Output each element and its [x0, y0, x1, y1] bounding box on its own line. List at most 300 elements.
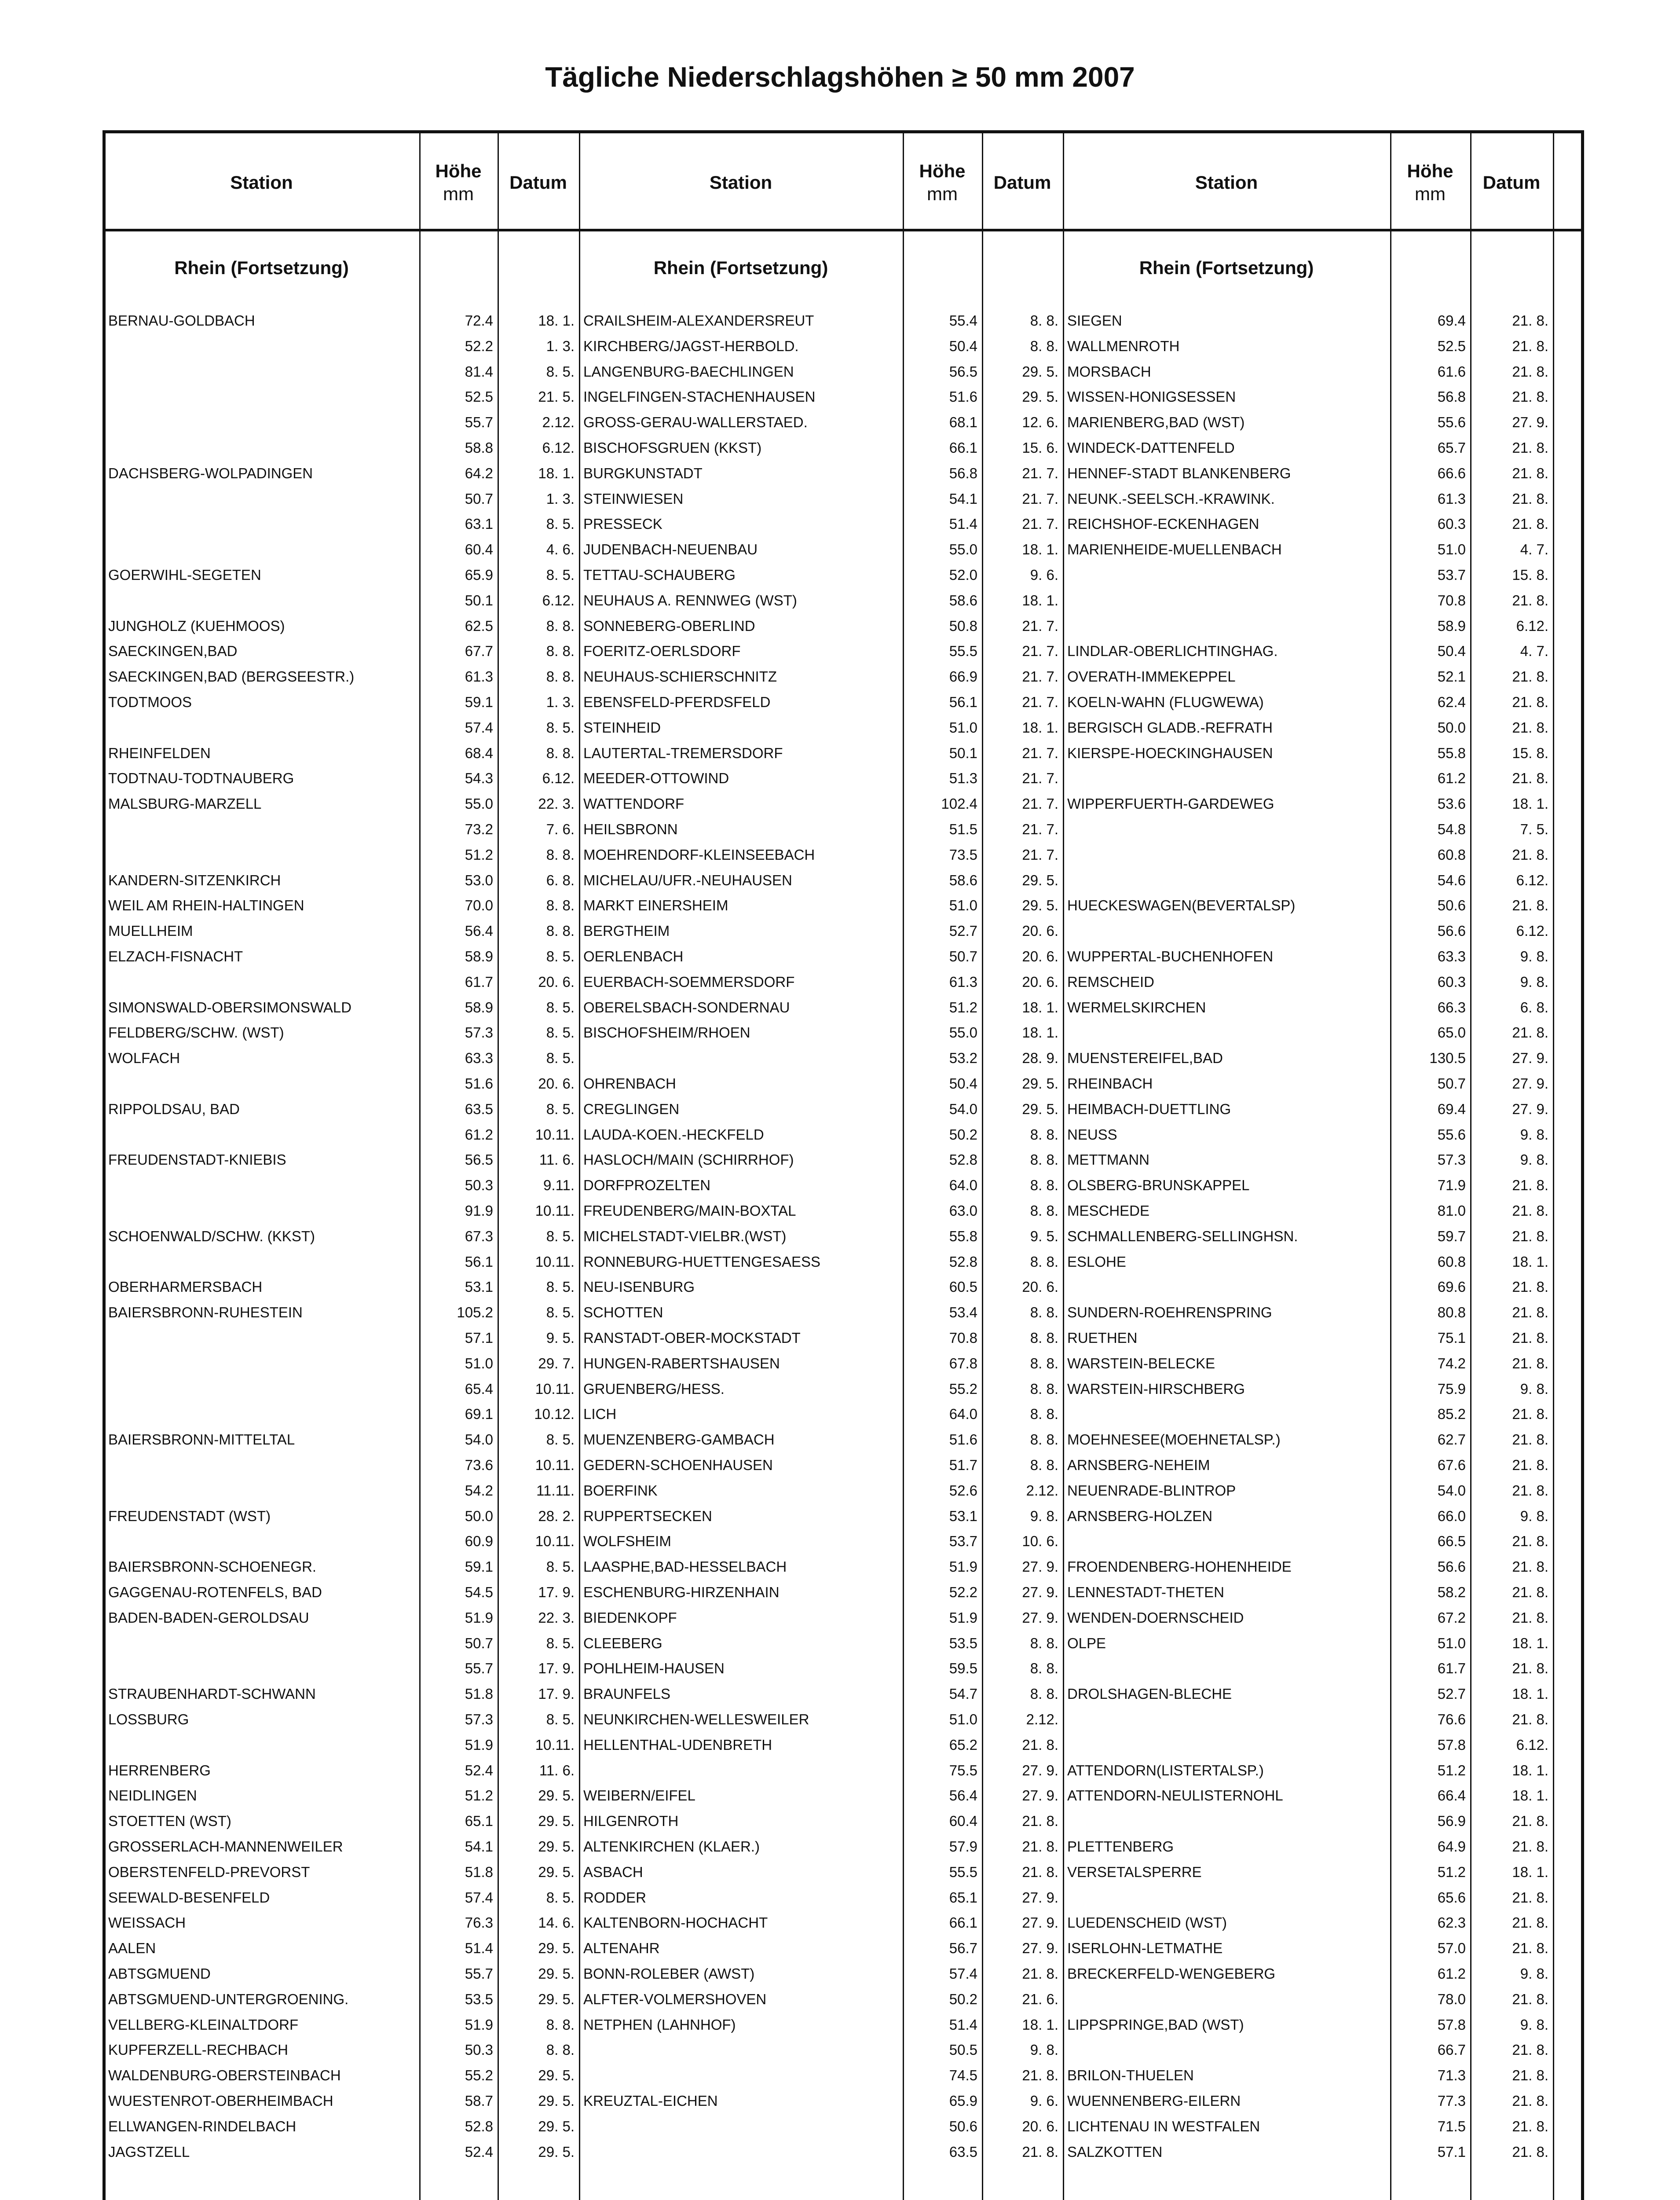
hoehe-value: 52.4 — [465, 2143, 493, 2160]
datum-value: 18. 1. — [538, 465, 575, 481]
station-name: LENNESTADT-THETEN — [1067, 1584, 1224, 1600]
hoehe-value: 52.7 — [1437, 1686, 1466, 1702]
datum-value: 29. 5. — [538, 1813, 575, 1830]
station-name — [1063, 1987, 1395, 2012]
header-station — [579, 135, 903, 231]
station-name: TODTNAU-TODTNAUBERG — [108, 770, 294, 787]
datum-value: 8. 8. — [1030, 1380, 1058, 1397]
station-name — [104, 1198, 424, 1224]
datum-value: 21. 8. — [1512, 1813, 1548, 1830]
station-name: OVERATH-IMMEKEPPEL — [1067, 668, 1236, 685]
station-name — [1063, 766, 1395, 791]
datum-value: 29. 5. — [1022, 363, 1058, 380]
datum-value: 21. 7. — [1022, 516, 1058, 532]
datum-value: 6.12. — [1516, 923, 1548, 939]
hoehe-value: 62.7 — [1437, 1431, 1466, 1448]
datum-value: 8. 5. — [546, 567, 575, 583]
datum-value: 27. 9. — [1512, 1100, 1548, 1117]
hoehe-value: 53.7 — [949, 1533, 977, 1550]
hoehe-value: 71.5 — [1437, 2118, 1466, 2134]
hoehe-value: 51.9 — [949, 1558, 977, 1575]
datum-value: 21. 8. — [1512, 1838, 1548, 1855]
station-name — [104, 1376, 424, 1402]
hoehe-value: 63.3 — [465, 1050, 493, 1067]
hoehe-value: 69.1 — [465, 1406, 493, 1423]
datum-value: 29. 5. — [1022, 1100, 1058, 1117]
hoehe-value: 51.8 — [465, 1686, 493, 1702]
station-name — [1063, 1529, 1395, 1554]
station-name — [104, 1631, 424, 1656]
datum-value: 29. 5. — [1022, 1075, 1058, 1092]
hoehe-value: 52.2 — [949, 1584, 977, 1600]
station-name: FOERITZ-OERLSDORF — [583, 643, 741, 660]
station-name: HEIMBACH-DUETTLING — [1067, 1100, 1231, 1117]
hoehe-value: 52.8 — [949, 1151, 977, 1168]
hoehe-value: 50.7 — [1437, 1075, 1466, 1092]
station-name: WOLFACH — [108, 1050, 180, 1067]
datum-value: 8. 5. — [546, 516, 575, 532]
station-name: OBERSTENFELD-PREVORST — [108, 1863, 310, 1880]
datum-value: 21. 8. — [1512, 490, 1548, 507]
station-name: WEIBERN/EIFEL — [583, 1787, 695, 1804]
hoehe-value: 50.6 — [949, 2118, 977, 2134]
station-name: GROSSERLACH-MANNENWEILER — [108, 1838, 343, 1855]
station-name: WIPPERFUERTH-GARDEWEG — [1067, 796, 1274, 812]
datum-value: 17. 9. — [538, 1584, 575, 1600]
station-name: WEIL AM RHEIN-HALTINGEN — [108, 897, 304, 914]
station-name — [104, 1732, 424, 1758]
datum-value: 21. 8. — [1512, 2093, 1548, 2109]
station-name: RONNEBURG-HUETTENGESAESS — [583, 1253, 821, 1270]
hoehe-value: 59.7 — [1437, 1228, 1466, 1244]
hoehe-value: 61.2 — [465, 1126, 493, 1143]
hoehe-value: 61.3 — [465, 668, 493, 685]
datum-value: 21. 8. — [1512, 592, 1548, 609]
hoehe-value: 65.1 — [949, 1889, 977, 1906]
datum-value: 4. 7. — [1520, 643, 1548, 660]
station-name — [579, 2114, 907, 2139]
hoehe-value: 53.1 — [949, 1507, 977, 1524]
hoehe-value: 57.0 — [1437, 1940, 1466, 1957]
hoehe-value: 85.2 — [1437, 1406, 1466, 1423]
datum-value: 9. 8. — [1520, 1151, 1548, 1168]
hoehe-value: 50.0 — [1437, 719, 1466, 736]
hoehe-value: 66.3 — [1437, 999, 1466, 1016]
station-name: ELZACH-FISNACHT — [108, 948, 243, 964]
hoehe-value: 51.8 — [465, 1863, 493, 1880]
hoehe-value: 50.6 — [1437, 897, 1466, 914]
datum-value: 21. 8. — [1512, 719, 1548, 736]
datum-value: 18. 1. — [1512, 1787, 1548, 1804]
column-divider — [1553, 132, 1554, 2200]
station-name: RANSTADT-OBER-MOCKSTADT — [583, 1330, 801, 1346]
hoehe-value: 51.3 — [949, 770, 977, 787]
hoehe-value: 51.0 — [1437, 1635, 1466, 1651]
hoehe-value: 52.7 — [949, 923, 977, 939]
hoehe-value: 63.5 — [465, 1100, 493, 1117]
station-name: POHLHEIM-HAUSEN — [583, 1660, 725, 1677]
datum-value: 22. 3. — [538, 1609, 575, 1626]
datum-value: 8. 8. — [546, 744, 575, 761]
datum-value: 27. 9. — [1022, 1609, 1058, 1626]
station-name: SCHOENWALD/SCHW. (KKST) — [108, 1228, 315, 1244]
datum-value: 12. 6. — [1022, 414, 1058, 431]
station-name: MARIENHEIDE-MUELLENBACH — [1067, 541, 1282, 558]
hoehe-value: 54.6 — [1437, 872, 1466, 888]
hoehe-value: 56.8 — [1437, 389, 1466, 405]
hoehe-value: 52.8 — [465, 2118, 493, 2134]
hoehe-value: 51.6 — [949, 1431, 977, 1448]
datum-value: 20. 6. — [1022, 973, 1058, 990]
datum-value: 21. 8. — [1512, 846, 1548, 863]
station-name: METTMANN — [1067, 1151, 1149, 1168]
station-name — [104, 537, 424, 562]
datum-value: 21. 8. — [1512, 1457, 1548, 1473]
datum-value: 21. 7. — [1022, 770, 1058, 787]
hoehe-value: 61.6 — [1437, 363, 1466, 380]
datum-value: 9. 8. — [1520, 1126, 1548, 1143]
hoehe-value: 55.7 — [465, 414, 493, 431]
hoehe-value: 60.5 — [949, 1279, 977, 1295]
station-name: WATTENDORF — [583, 796, 684, 812]
hoehe-value: 51.7 — [949, 1457, 977, 1473]
hoehe-value: 60.9 — [465, 1533, 493, 1550]
station-name: EUERBACH-SOEMMERSDORF — [583, 973, 795, 990]
station-name: LUEDENSCHEID (WST) — [1067, 1914, 1227, 1931]
datum-value: 4. 6. — [546, 541, 575, 558]
datum-value: 21. 8. — [1022, 1736, 1058, 1753]
hoehe-value: 55.0 — [949, 541, 977, 558]
station-name — [1063, 842, 1395, 868]
hoehe-value: 55.6 — [1437, 414, 1466, 431]
station-name: FREUDENSTADT (WST) — [108, 1507, 271, 1524]
station-name: JUDENBACH-NEUENBAU — [583, 541, 758, 558]
header-station-label: Station — [709, 172, 772, 193]
station-name: KREUZTAL-EICHEN — [583, 2093, 718, 2109]
station-name: CLEEBERG — [583, 1635, 662, 1651]
station-name: BAIERSBRONN-RUHESTEIN — [108, 1304, 303, 1321]
datum-value: 9.11. — [543, 1177, 575, 1194]
datum-value: 18. 1. — [1512, 1863, 1548, 1880]
datum-value: 21. 8. — [1512, 1203, 1548, 1219]
hoehe-value: 50.2 — [949, 1126, 977, 1143]
datum-value: 8. 5. — [546, 363, 575, 380]
datum-value: 8. 5. — [546, 1711, 575, 1727]
hoehe-value: 67.8 — [949, 1355, 977, 1371]
station-name: KIERSPE-HOECKINGHAUSEN — [1067, 744, 1273, 761]
datum-value: 28. 2. — [538, 1507, 575, 1524]
datum-value: 8. 8. — [546, 2016, 575, 2033]
station-name — [104, 1478, 424, 1503]
station-name: DROLSHAGEN-BLECHE — [1067, 1686, 1232, 1702]
station-name: HUNGEN-RABERTSHAUSEN — [583, 1355, 780, 1371]
hoehe-value: 55.5 — [949, 643, 977, 660]
datum-value: 21. 8. — [1512, 389, 1548, 405]
datum-value: 20. 6. — [1022, 923, 1058, 939]
station-name: VELLBERG-KLEINALTDORF — [108, 2016, 299, 2033]
hoehe-value: 55.0 — [949, 1024, 977, 1041]
datum-value: 6.12. — [542, 770, 575, 787]
hoehe-value: 52.5 — [465, 389, 493, 405]
station-name: ARNSBERG-HOLZEN — [1067, 1507, 1213, 1524]
station-name: BERGISCH GLADB.-REFRATH — [1067, 719, 1273, 736]
datum-value: 8. 8. — [1030, 1431, 1058, 1448]
station-name: MORSBACH — [1067, 363, 1151, 380]
datum-value: 29. 5. — [538, 1863, 575, 1880]
datum-value: 29. 5. — [538, 1965, 575, 1982]
datum-value: 20. 6. — [538, 973, 575, 990]
hoehe-value: 66.0 — [1437, 1507, 1466, 1524]
station-name: ATTENDORN-NEULISTERNOHL — [1067, 1787, 1283, 1804]
hoehe-value: 66.1 — [949, 440, 977, 456]
station-name: ESCHENBURG-HIRZENHAIN — [583, 1584, 780, 1600]
datum-value: 21. 8. — [1512, 2118, 1548, 2134]
hoehe-value: 56.9 — [1437, 1813, 1466, 1830]
station-name — [579, 2037, 907, 2063]
hoehe-value: 56.4 — [949, 1787, 977, 1804]
station-name: MUENZENBERG-GAMBACH — [583, 1431, 775, 1448]
hoehe-value: 64.0 — [949, 1177, 977, 1194]
header-unit-label: mm — [443, 183, 474, 204]
datum-value: 29. 5. — [538, 2067, 575, 2084]
datum-value: 9. 8. — [1520, 1507, 1548, 1524]
hoehe-value: 63.1 — [465, 516, 493, 532]
datum-value: 8. 8. — [1030, 1304, 1058, 1321]
datum-value: 21. 7. — [1022, 490, 1058, 507]
hoehe-value: 52.2 — [465, 337, 493, 354]
datum-value: 27. 9. — [1022, 1762, 1058, 1778]
station-name — [104, 817, 424, 842]
datum-value: 2.12. — [1026, 1482, 1058, 1499]
station-name: LAUTERTAL-TREMERSDORF — [583, 744, 783, 761]
hoehe-value: 54.1 — [465, 1838, 493, 1855]
hoehe-value: 50.3 — [465, 2042, 493, 2058]
station-name: BAIERSBRONN-MITTELTAL — [108, 1431, 295, 1448]
station-name: FELDBERG/SCHW. (WST) — [108, 1024, 284, 1041]
station-name: VERSETALSPERRE — [1067, 1863, 1202, 1880]
station-name: WOLFSHEIM — [583, 1533, 671, 1550]
hoehe-value: 62.5 — [465, 617, 493, 634]
station-name — [579, 1045, 907, 1071]
datum-value: 10.11. — [535, 1203, 575, 1219]
hoehe-value: 51.5 — [949, 821, 977, 837]
datum-value: 18. 1. — [1512, 796, 1548, 812]
hoehe-value: 50.7 — [949, 948, 977, 964]
hoehe-value: 57.4 — [465, 719, 493, 736]
station-name: RUPPERTSECKEN — [583, 1507, 712, 1524]
hoehe-value: 51.4 — [949, 2016, 977, 2033]
hoehe-value: 60.4 — [949, 1813, 977, 1830]
station-name: NEUHAUS-SCHIERSCHNITZ — [583, 668, 777, 685]
station-name — [1063, 1732, 1395, 1758]
hoehe-value: 56.1 — [465, 1253, 493, 1270]
station-name — [1063, 2037, 1395, 2063]
hoehe-value: 54.0 — [1437, 1482, 1466, 1499]
station-name — [104, 715, 424, 741]
station-name — [104, 435, 424, 461]
datum-value: 8. 8. — [546, 923, 575, 939]
station-name: FREUDENSTADT-KNIEBIS — [108, 1151, 286, 1168]
station-name: MOEHNESEE(MOEHNETALSP.) — [1067, 1431, 1281, 1448]
station-name — [1063, 1885, 1395, 1910]
datum-value: 8. 8. — [1030, 1126, 1058, 1143]
hoehe-value: 130.5 — [1429, 1050, 1466, 1067]
header-datum — [498, 135, 579, 231]
station-name: LANGENBURG-BAECHLINGEN — [583, 363, 794, 380]
station-name: STRAUBENHARDT-SCHWANN — [108, 1686, 316, 1702]
station-name: NEIDLINGEN — [108, 1787, 197, 1804]
hoehe-value: 57.9 — [949, 1838, 977, 1855]
hoehe-value: 65.0 — [1437, 1024, 1466, 1041]
station-name — [104, 842, 424, 868]
hoehe-value: 57.4 — [949, 1965, 977, 1982]
datum-value: 21. 8. — [1512, 1914, 1548, 1931]
datum-value: 10. 6. — [1022, 1533, 1058, 1550]
datum-value: 21. 7. — [1022, 617, 1058, 634]
header-datum-label: Datum — [509, 172, 567, 193]
station-name — [104, 1656, 424, 1681]
datum-value: 21. 8. — [1512, 2143, 1548, 2160]
station-name: NEUENRADE-BLINTROP — [1067, 1482, 1236, 1499]
datum-value: 18. 1. — [1022, 1024, 1058, 1041]
datum-value: 6. 8. — [546, 872, 575, 888]
station-name: OLPE — [1067, 1635, 1106, 1651]
hoehe-value: 50.7 — [465, 490, 493, 507]
station-name: HASLOCH/MAIN (SCHIRRHOF) — [583, 1151, 794, 1168]
hoehe-value: 55.7 — [465, 1660, 493, 1677]
datum-value: 18. 1. — [1022, 2016, 1058, 2033]
hoehe-value: 51.4 — [949, 516, 977, 532]
datum-value: 8. 5. — [546, 999, 575, 1016]
station-name: KALTENBORN-HOCHACHT — [583, 1914, 768, 1931]
hoehe-value: 72.4 — [465, 312, 493, 329]
header-station-label: Station — [230, 172, 293, 193]
station-name: JAGSTZELL — [108, 2143, 190, 2160]
datum-value: 2.12. — [1026, 1711, 1058, 1727]
hoehe-value: 69.6 — [1437, 1279, 1466, 1295]
hoehe-value: 62.3 — [1437, 1914, 1466, 1931]
hoehe-value: 81.4 — [465, 363, 493, 380]
page-title: Tägliche Niederschlagshöhen ≥ 50 mm 2007 — [545, 61, 1135, 93]
station-name — [1063, 1274, 1395, 1300]
header-datum-label: Datum — [1482, 172, 1541, 193]
datum-value: 29. 5. — [538, 1787, 575, 1804]
datum-value: 6.12. — [542, 440, 575, 456]
hoehe-value: 53.7 — [1437, 567, 1466, 583]
hoehe-value: 65.1 — [465, 1813, 493, 1830]
datum-value: 18. 1. — [1022, 999, 1058, 1016]
hoehe-value: 61.2 — [1437, 1965, 1466, 1982]
hoehe-value: 59.5 — [949, 1660, 977, 1677]
hoehe-value: 75.5 — [949, 1762, 977, 1778]
datum-value: 9. 8. — [1030, 1507, 1058, 1524]
station-name: INGELFINGEN-STACHENHAUSEN — [583, 389, 816, 405]
station-name — [104, 359, 424, 385]
station-name: SIMONSWALD-OBERSIMONSWALD — [108, 999, 352, 1016]
datum-value: 21. 7. — [1022, 744, 1058, 761]
station-name: LICH — [583, 1406, 617, 1423]
datum-value: 8. 5. — [546, 1558, 575, 1575]
station-name — [1063, 1707, 1395, 1732]
datum-value: 29. 5. — [538, 1838, 575, 1855]
datum-value: 20. 6. — [538, 1075, 575, 1092]
datum-value: 21. 8. — [1512, 1177, 1548, 1194]
hoehe-value: 54.0 — [949, 1100, 977, 1117]
station-name: LOSSBURG — [108, 1711, 189, 1727]
station-name: CRAILSHEIM-ALEXANDERSREUT — [583, 312, 814, 329]
hoehe-value: 57.1 — [1437, 2143, 1466, 2160]
hoehe-value: 64.2 — [465, 465, 493, 481]
datum-value: 21. 7. — [1022, 643, 1058, 660]
hoehe-value: 65.9 — [949, 2093, 977, 2109]
hoehe-value: 61.3 — [1437, 490, 1466, 507]
hoehe-value: 51.2 — [1437, 1762, 1466, 1778]
hoehe-value: 63.0 — [949, 1203, 977, 1219]
datum-value: 21. 8. — [1512, 516, 1548, 532]
datum-value: 18. 1. — [1022, 541, 1058, 558]
station-name — [104, 1249, 424, 1275]
hoehe-value: 53.0 — [465, 872, 493, 888]
station-name: RIPPOLDSAU, BAD — [108, 1100, 240, 1117]
datum-value: 29. 5. — [1022, 389, 1058, 405]
station-name: EBENSFELD-PFERDSFELD — [583, 694, 771, 710]
datum-value: 21. 8. — [1512, 1355, 1548, 1371]
datum-value: 18. 1. — [1512, 1686, 1548, 1702]
region-label: Rhein (Fortsetzung) — [1139, 257, 1314, 278]
datum-value: 9. 5. — [546, 1330, 575, 1346]
header-datum — [982, 135, 1063, 231]
datum-value: 21. 8. — [1512, 1558, 1548, 1575]
station-name: FREUDENBERG/MAIN-BOXTAL — [583, 1203, 796, 1219]
station-name: LIPPSPRINGE,BAD (WST) — [1067, 2016, 1244, 2033]
hoehe-value: 70.0 — [465, 897, 493, 914]
hoehe-value: 67.6 — [1437, 1457, 1466, 1473]
datum-value: 21. 7. — [1022, 821, 1058, 837]
hoehe-value: 51.6 — [465, 1075, 493, 1092]
header-hoehe — [903, 135, 982, 231]
station-name: STEINWIESEN — [583, 490, 684, 507]
datum-value: 9. 8. — [1520, 2016, 1548, 2033]
station-name: KUPFERZELL-RECHBACH — [108, 2042, 288, 2058]
station-name: NEUHAUS A. RENNWEG (WST) — [583, 592, 797, 609]
datum-value: 21. 8. — [1022, 2143, 1058, 2160]
station-name: DACHSBERG-WOLPADINGEN — [108, 465, 313, 481]
datum-value: 21. 8. — [1512, 897, 1548, 914]
hoehe-value: 56.6 — [1437, 1558, 1466, 1575]
station-name: BRILON-THUELEN — [1067, 2067, 1194, 2084]
station-name: SUNDERN-ROEHRENSPRING — [1067, 1304, 1272, 1321]
station-name: ALTENKIRCHEN (KLAER.) — [583, 1838, 760, 1855]
station-name: HELLENTHAL-UDENBRETH — [583, 1736, 772, 1753]
datum-value: 29. 5. — [538, 2093, 575, 2109]
station-name: ELLWANGEN-RINDELBACH — [108, 2118, 296, 2134]
station-name: GEDERN-SCHOENHAUSEN — [583, 1457, 773, 1473]
hoehe-value: 65.9 — [465, 567, 493, 583]
station-name: RHEINFELDEN — [108, 744, 211, 761]
datum-value: 21. 8. — [1512, 1711, 1548, 1727]
datum-value: 21. 7. — [1022, 846, 1058, 863]
datum-value: 15. 8. — [1512, 744, 1548, 761]
hoehe-value: 53.6 — [1437, 796, 1466, 812]
datum-value: 8. 5. — [546, 1304, 575, 1321]
datum-value: 27. 9. — [1022, 1914, 1058, 1931]
station-name: ISERLOHN-LETMATHE — [1067, 1940, 1223, 1957]
datum-value: 15. 8. — [1512, 567, 1548, 583]
datum-value: 8. 5. — [546, 1279, 575, 1295]
datum-value: 21. 8. — [1022, 2067, 1058, 2084]
station-name: WUENNENBERG-EILERN — [1067, 2093, 1241, 2109]
station-name: BIEDENKOPF — [583, 1609, 677, 1626]
